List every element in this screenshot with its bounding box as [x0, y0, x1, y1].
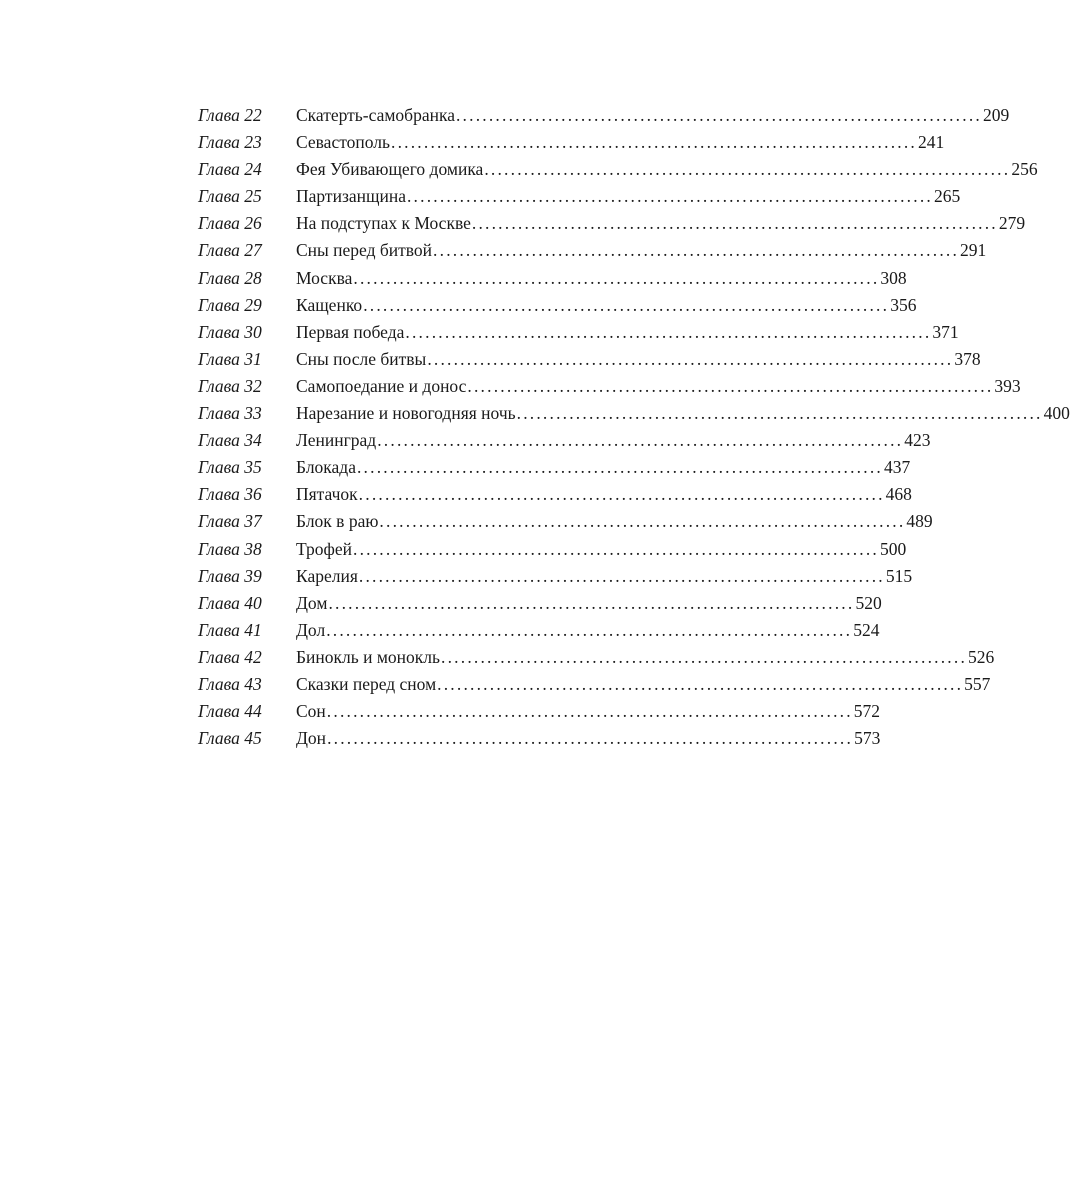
chapter-number: Глава 22 — [198, 105, 262, 125]
page-number: 241 — [918, 132, 945, 153]
chapter-number: Глава 43 — [198, 673, 262, 694]
chapter-number: Глава 42 — [198, 646, 262, 667]
page-number: 308 — [880, 267, 907, 288]
chapter-title: Кащенко — [296, 294, 363, 315]
chapter-number: Глава 40 — [198, 592, 262, 613]
chapter-number: Глава 30 — [198, 321, 262, 342]
toc-entry — [198, 563, 913, 590]
page-number: 520 — [855, 592, 882, 613]
chapter-title: Трофей — [296, 538, 352, 559]
chapter-number: Глава 27 — [198, 240, 262, 261]
toc-entry — [198, 481, 912, 508]
page-number: 557 — [964, 673, 991, 694]
toc-entry — [198, 183, 961, 210]
page-number: 572 — [853, 701, 881, 722]
dot-leader: ................................................................................ — [427, 348, 954, 369]
toc-entry — [198, 210, 1026, 237]
dot-leader: ................................................................................ — [353, 267, 880, 288]
chapter-title: Дом — [296, 592, 328, 613]
toc-entry — [198, 617, 880, 644]
dot-leader: ................................................................................ — [406, 186, 933, 207]
toc-entry — [198, 129, 945, 156]
chapter-title: Партизанщина — [296, 186, 406, 207]
page-number: 265 — [933, 186, 961, 207]
page-number: 279 — [998, 213, 1026, 234]
dot-leader: ................................................................................ — [358, 565, 885, 586]
dot-leader: ................................................................................ — [328, 592, 855, 613]
dot-leader: ................................................................................ — [326, 619, 853, 640]
toc-entry — [198, 508, 933, 535]
page-number: 400 — [1043, 403, 1070, 424]
dot-leader: ................................................................................ — [377, 430, 904, 451]
chapter-title: На подступах к Москве — [296, 213, 471, 234]
table-of-contents — [198, 102, 1070, 752]
chapter-title: Дол — [296, 619, 326, 640]
chapter-title: Москва — [296, 267, 353, 288]
toc-entry — [198, 265, 907, 292]
page-number: 423 — [904, 430, 931, 451]
page-number: 573 — [854, 728, 881, 749]
chapter-number: Глава 26 — [198, 213, 262, 234]
page-number: 356 — [890, 294, 917, 315]
dot-leader: ................................................................................ — [326, 701, 853, 722]
chapter-number: Глава 34 — [198, 430, 262, 451]
chapter-number: Глава 32 — [198, 375, 262, 396]
chapter-title: Ленинград — [296, 430, 377, 451]
chapter-number: Глава 33 — [198, 403, 262, 424]
toc-entry — [198, 156, 1038, 183]
toc-entry — [198, 292, 917, 319]
chapter-title: Скатерть-самобранка — [296, 105, 455, 125]
page-number: 500 — [880, 538, 907, 559]
chapter-number: Глава 28 — [198, 267, 262, 288]
page-number: 378 — [954, 348, 981, 369]
toc-entry — [198, 671, 991, 698]
dot-leader: ................................................................................ — [327, 728, 854, 749]
chapter-title: Карелия — [296, 565, 358, 586]
page-number: 393 — [994, 375, 1021, 396]
toc-entry — [198, 427, 931, 454]
chapter-title: Сны перед битвой — [296, 240, 433, 261]
dot-leader: ................................................................................ — [484, 159, 1011, 180]
toc-entry — [198, 590, 882, 617]
dot-leader: ................................................................................ — [358, 484, 885, 505]
chapter-title: Первая победа — [296, 321, 405, 342]
page-number: 371 — [932, 321, 959, 342]
toc-entry — [198, 644, 995, 671]
page-number: 291 — [960, 240, 987, 261]
chapter-number: Глава 31 — [198, 348, 262, 369]
chapter-title: Самопоедание и донос — [296, 375, 467, 396]
chapter-number: Глава 35 — [198, 457, 262, 478]
dot-leader: ................................................................................ — [356, 457, 883, 478]
dot-leader: ................................................................................ — [363, 294, 890, 315]
chapter-number: Глава 39 — [198, 565, 262, 586]
dot-leader: ................................................................................ — [441, 646, 968, 667]
page-number: 209 — [982, 105, 1010, 125]
page-number: 468 — [885, 484, 912, 505]
toc-entry — [198, 373, 1021, 400]
chapter-title: Дон — [296, 728, 327, 749]
page-number: 256 — [1011, 159, 1038, 180]
toc-entry — [198, 536, 907, 563]
toc-entry — [198, 454, 911, 481]
chapter-title: Фея Убивающего домика — [296, 159, 484, 180]
toc-entry — [198, 237, 987, 264]
dot-leader: ................................................................................ — [353, 538, 879, 559]
dot-leader: ................................................................................ — [471, 213, 998, 234]
chapter-title: Сон — [296, 701, 326, 722]
toc-entry — [198, 400, 1070, 427]
toc-entry — [198, 319, 959, 346]
toc-entry — [198, 346, 981, 373]
page-number: 437 — [883, 457, 911, 478]
chapter-title: Сны после битвы — [296, 348, 427, 369]
chapter-title: Бинокль и монокль — [296, 646, 441, 667]
page-number: 524 — [853, 619, 880, 640]
chapter-title: Блокада — [296, 457, 356, 478]
chapter-number: Глава 41 — [198, 619, 262, 640]
chapter-title: Нарезание и новогодняя ночь — [296, 403, 516, 424]
chapter-number: Глава 25 — [198, 186, 262, 207]
page-number: 526 — [968, 646, 995, 667]
dot-leader: ................................................................................ — [437, 673, 964, 694]
page-number: 489 — [906, 511, 933, 532]
dot-leader: ................................................................................ — [391, 132, 917, 153]
page-number: 515 — [885, 565, 913, 586]
chapter-title: Пятачок — [296, 484, 358, 505]
chapter-number: Глава 37 — [198, 511, 262, 532]
dot-leader: ................................................................................ — [455, 105, 982, 125]
toc-entry — [198, 725, 881, 752]
toc-entry — [198, 102, 1010, 129]
dot-leader: ................................................................................ — [433, 240, 960, 261]
chapter-number: Глава 38 — [198, 538, 262, 559]
chapter-number: Глава 44 — [198, 701, 262, 722]
chapter-number: Глава 45 — [198, 728, 262, 749]
chapter-number: Глава 23 — [198, 132, 262, 153]
chapter-title: Блок в раю — [296, 511, 379, 532]
chapter-number: Глава 36 — [198, 484, 262, 505]
chapter-number: Глава 29 — [198, 294, 262, 315]
chapter-title: Севастополь — [296, 132, 390, 153]
chapter-number: Глава 24 — [198, 159, 262, 180]
chapter-title: Сказки перед сном — [296, 673, 437, 694]
dot-leader: ................................................................................ — [467, 375, 994, 396]
dot-leader: ................................................................................ — [405, 321, 932, 342]
toc-entry — [198, 698, 881, 725]
dot-leader: ................................................................................ — [379, 511, 906, 532]
dot-leader: ................................................................................ — [516, 403, 1043, 424]
